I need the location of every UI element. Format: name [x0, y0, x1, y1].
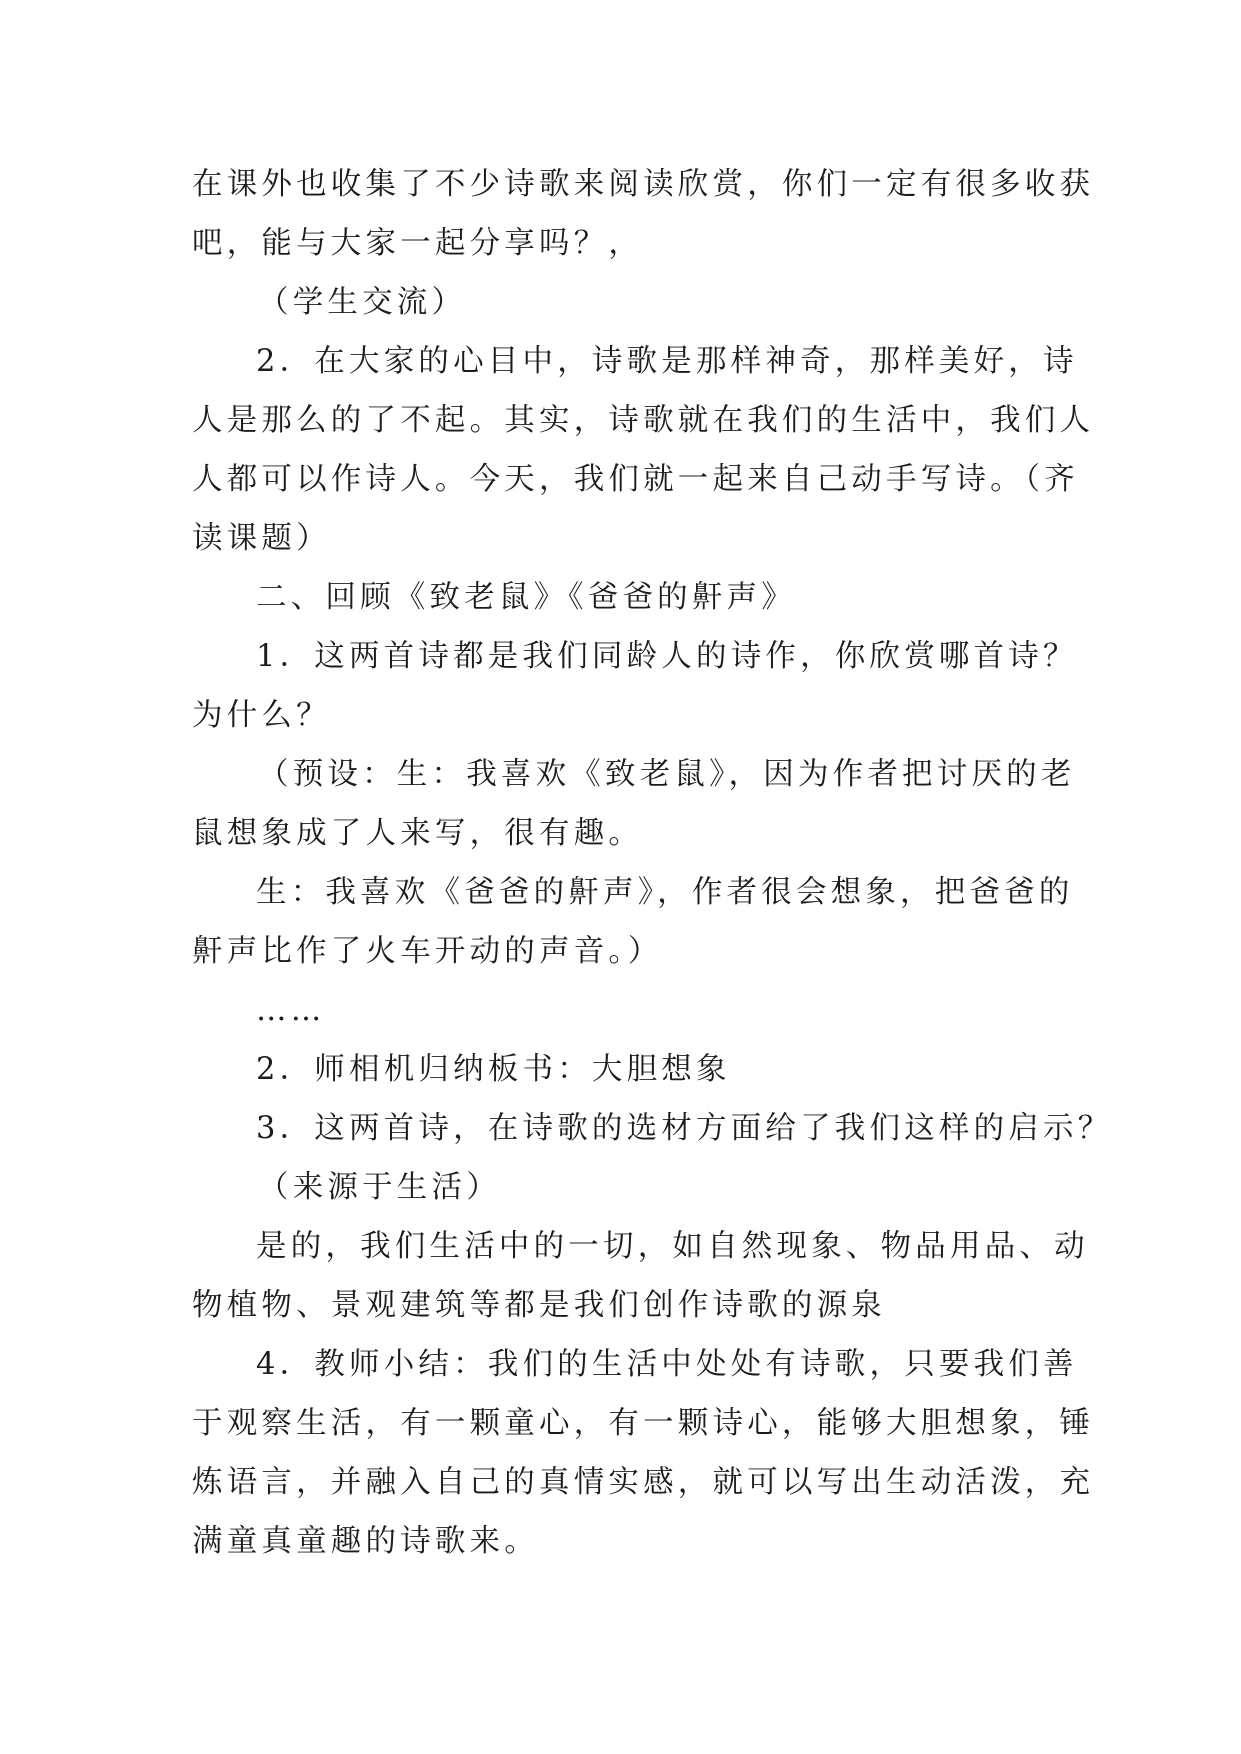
section-heading: 二、回顾《致老鼠》《爸爸的鼾声》 [256, 580, 796, 615]
paragraph-line: 鼾声比作了火车开动的声音。） [192, 934, 663, 969]
paragraph-line: （来源于生活） [258, 1170, 501, 1205]
paragraph-line: 生：我喜欢《爸爸的鼾声》，作者很会想象，把爸爸的 [256, 875, 1074, 910]
paragraph-line: 满童真童趣的诗歌来。 [192, 1524, 539, 1559]
paragraph-line: 4．教师小结：我们的生活中处处有诗歌，只要我们善 [256, 1347, 1078, 1382]
paragraph-line: 物植物、景观建筑等都是我们创作诗歌的源泉 [192, 1288, 886, 1323]
paragraph-line: （预设：生：我喜欢《致老鼠》，因为作者把讨厌的老 [258, 757, 1076, 792]
document-body [192, 155, 1113, 1571]
paragraph-line: 2．师相机归纳板书：大胆想象 [256, 1052, 731, 1087]
paragraph-line: 人是那么的了不起。其实，诗歌就在我们的生活中，我们人 [192, 403, 1095, 438]
paragraph-line: 2．在大家的心目中，诗歌是那样神奇，那样美好，诗 [256, 344, 1078, 379]
paragraph-line: 炼语言，并融入自己的真情实感，就可以写出生动活泼，充 [192, 1465, 1095, 1500]
paragraph-line: 3．这两首诗，在诗歌的选材方面给了我们这样的启示？ [256, 1111, 1113, 1146]
paragraph-line: 读课题） [192, 521, 331, 556]
paragraph-line: 在课外也收集了不少诗歌来阅读欣赏，你们一定有很多收获 [192, 167, 1095, 202]
paragraph-line: 吧，能与大家一起分享吗？， [192, 226, 644, 261]
paragraph-line: 鼠想象成了人来写，很有趣。 [192, 816, 644, 851]
paragraph-line: （学生交流） [258, 285, 467, 320]
paragraph-line: 于观察生活，有一颗童心，有一颗诗心，能够大胆想象，锤 [192, 1406, 1095, 1441]
paragraph-line: 1．这两首诗都是我们同龄人的诗作，你欣赏哪首诗？ [256, 639, 1078, 674]
paragraph-line: 为什么？ [192, 698, 331, 733]
paragraph-line: 是的，我们生活中的一切，如自然现象、物品用品、动 [256, 1229, 1089, 1264]
paragraph-line: 人都可以作诗人。今天，我们就一起来自己动手写诗。（齐 [192, 462, 1079, 497]
ellipsis-line: …… [256, 993, 326, 1028]
